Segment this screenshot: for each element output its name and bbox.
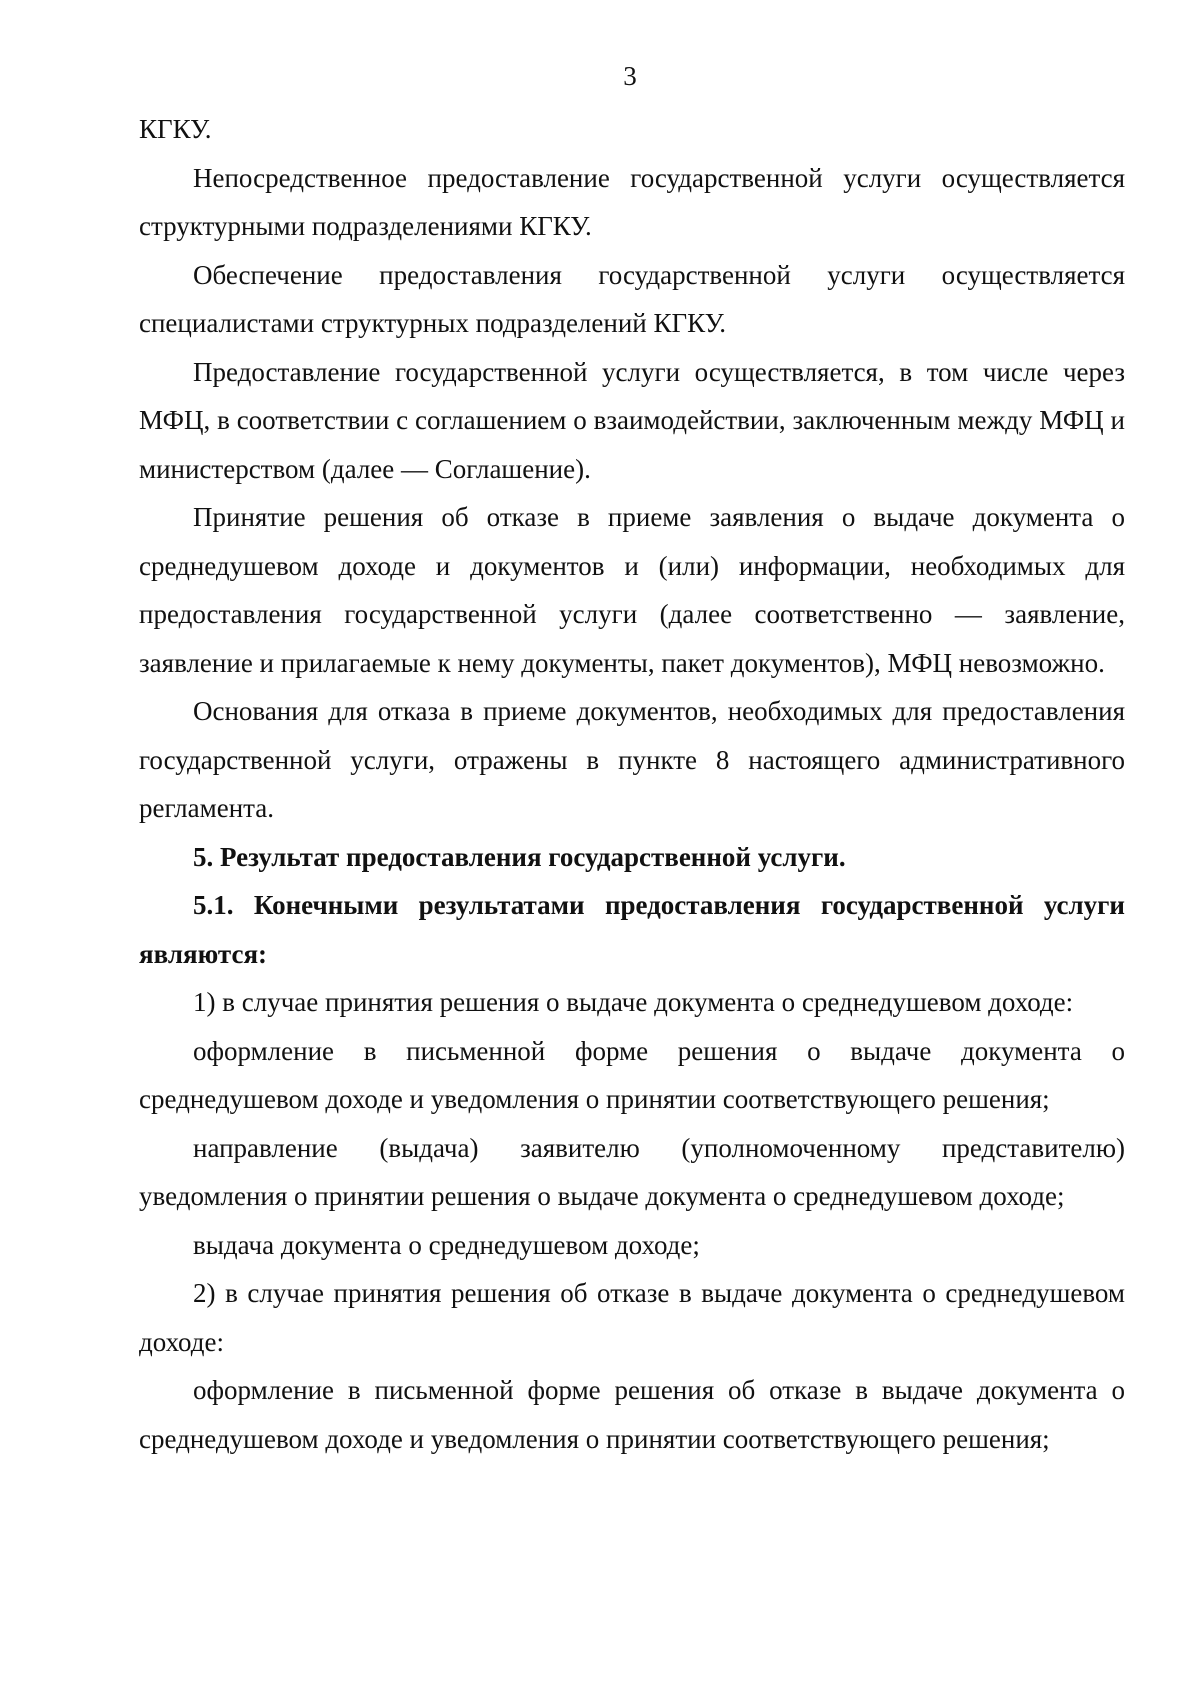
paragraph-refusal-decision: Принятие решения об отказе в приеме заявления о выдаче документа о среднедушевом доходе и документов и (или) информации, необходимых для предоставления государственной услуги (далее соответственно — заявление, заявление и прилагаемые к нему документы, пакет документов), МФЦ невозможно. bbox=[139, 502, 1125, 678]
paragraph-refusal-grounds: Основания для отказа в приеме документов, необходимых для предоставления государственной услуги, отражены в пункте 8 настоящего административного регламента. bbox=[139, 696, 1125, 823]
page-number: 3 bbox=[623, 61, 637, 91]
list-item-1: 1) в случае принятия решения о выдаче документа о среднедушевом доходе: bbox=[193, 987, 1074, 1017]
paragraph-direct-provision: Непосредственное предоставление государственной услуги осуществляется структурными подразделениями КГКУ. bbox=[139, 162, 1125, 241]
list-item-1-c: выдача документа о среднедушевом доходе; bbox=[193, 1229, 700, 1260]
paragraph-mfc-provision: Предоставление государственной услуги осуществляется, в том числе через МФЦ, в соответствии с соглашением о взаимодействии, заключенным между МФЦ и министерством (далее — Соглашение). bbox=[139, 356, 1125, 484]
paragraph-continuation: КГКУ. bbox=[139, 114, 212, 144]
list-item-2-a: оформление в письменной форме решения об отказе в выдаче документа о среднедушевом доходе и уведомления о принятии соответствующего решения; bbox=[139, 1375, 1125, 1454]
section-heading-5: 5. Результат предоставления государственной услуги. bbox=[193, 841, 846, 872]
list-item-1-b: направление (выдача) заявителю (уполномоченному представителю) уведомления о принятии решения о выдаче документа о среднедушевом доходе; bbox=[139, 1132, 1125, 1211]
list-item-2: 2) в случае принятия решения об отказе в выдаче документа о среднедушевом доходе: bbox=[139, 1278, 1125, 1357]
document-body bbox=[139, 105, 1125, 1463]
paragraph-ensuring-provision: Обеспечение предоставления государственной услуги осуществляется специалистами структурных подразделений КГКУ. bbox=[139, 259, 1125, 338]
section-heading-5-1: 5.1. Конечными результатами предоставления государственной услуги являются: bbox=[139, 890, 1125, 969]
list-item-1-a: оформление в письменной форме решения о выдаче документа о среднедушевом доходе и уведомления о принятии соответствующего решения; bbox=[139, 1035, 1125, 1114]
